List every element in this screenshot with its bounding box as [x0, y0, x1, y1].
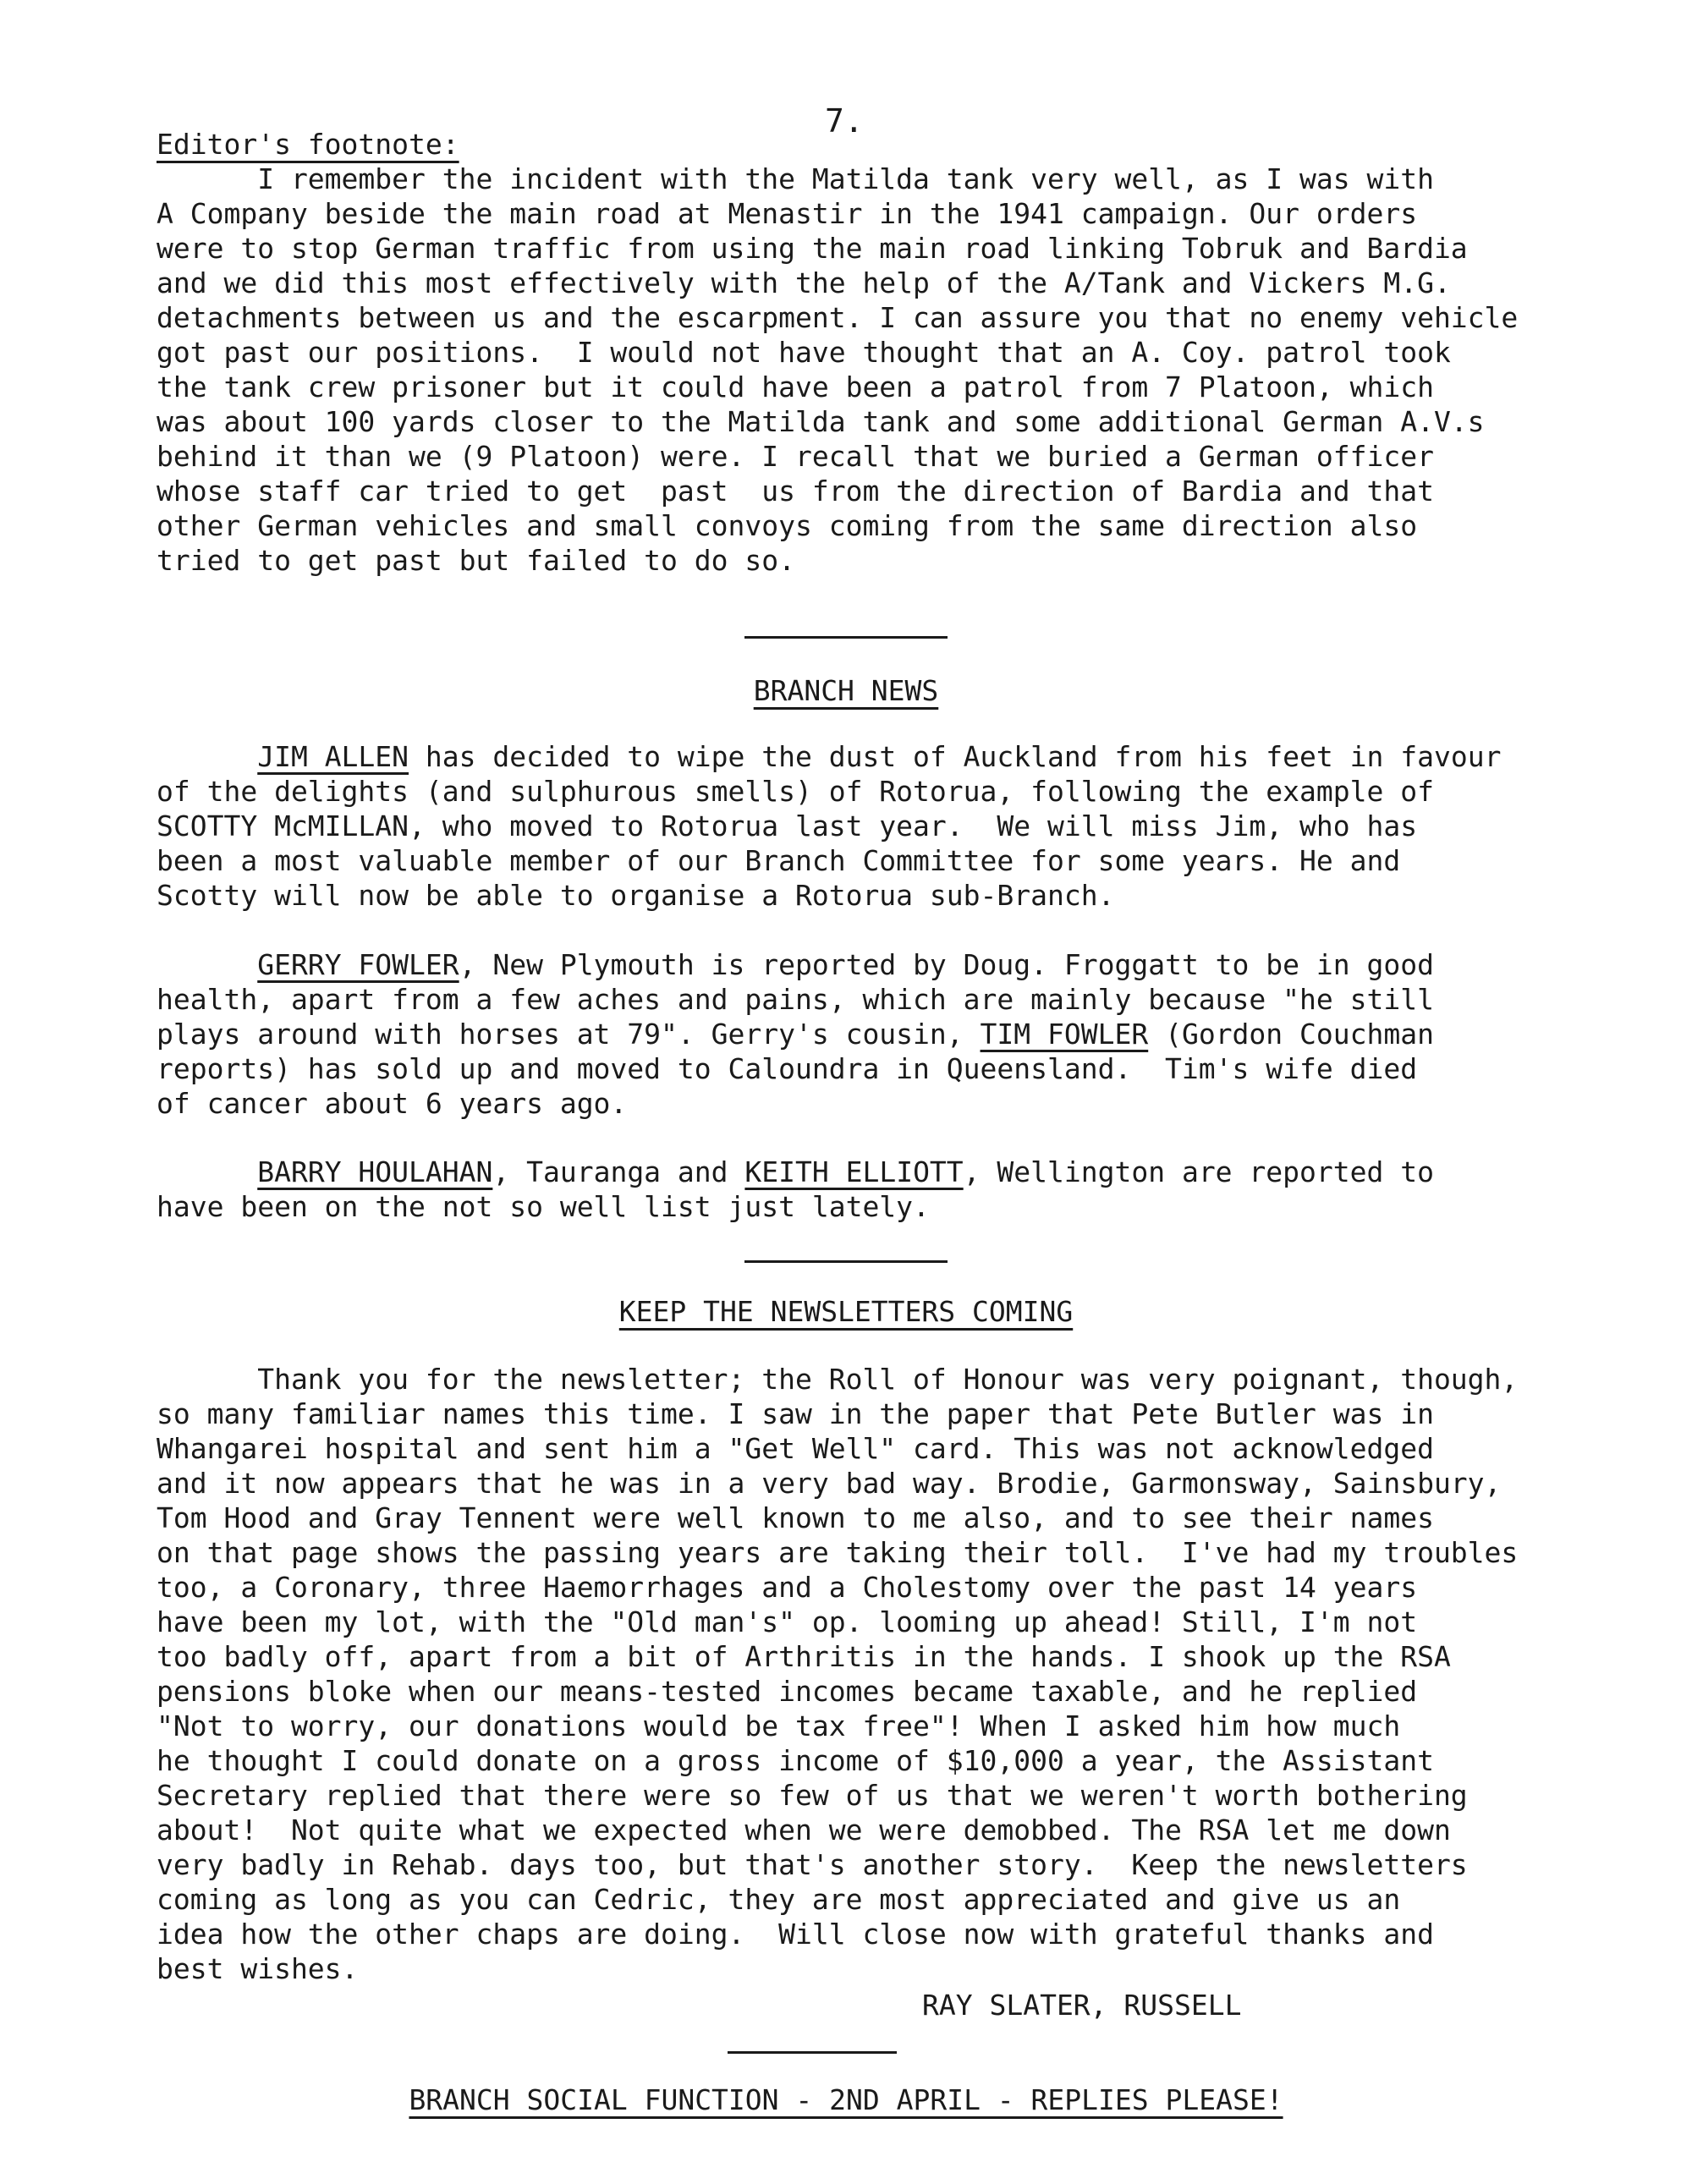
- member-name: KEITH ELLIOTT: [744, 1155, 964, 1188]
- branch-news-para-1: JIM ALLEN has decided to wipe the dust of Auckland from his feet in favour of the delights (and sulphurous smells) of Rotorua, following the example of SCOTTY McMILLAN, who moved to Rotorua last year. We will miss Jim, who has been a most valuable member of our Branch Committee for some years. He and Scotty will now be able to organise a Rotorua sub-Branch.: [157, 739, 1578, 913]
- letter-line: he thought I could donate on a gross income of $10,000 a year, the Assistant: [157, 1744, 1434, 1777]
- editors-footnote: [157, 127, 1578, 578]
- footnote-body: [157, 162, 1578, 578]
- letter-line: coming as long as you can Cedric, they are most appreciated and give us an: [157, 1883, 1401, 1916]
- letter-line: too badly off, apart from a bit of Arthritis in the hands. I shook up the RSA: [157, 1640, 1451, 1673]
- branch-news-para-2: GERRY FOWLER, New Plymouth is reported by Doug. Froggatt to be in good health, apart from a few aches and pains, which are mainly because "he still plays around with horses at 79". Gerry's cousin, TIM FOWLER (Gordon Couchman reports) has sold up and moved to Caloundra in Queensland. Tim's wife died of cancer about 6 years ago.: [157, 947, 1578, 1121]
- member-name: TIM FOWLER: [980, 1018, 1149, 1051]
- letter-line: Tom Hood and Gray Tennent were well known to me also, and to see their names: [157, 1501, 1434, 1534]
- news-line: health, apart from a few aches and pains, which are mainly because "he still: [157, 983, 1434, 1016]
- letter-line: on that page shows the passing years are taking their toll. I've had my troubles: [157, 1536, 1519, 1569]
- footnote-line: behind it than we (9 Platoon) were. I recall that we buried a German officer: [157, 440, 1434, 473]
- letter-line: too, a Coronary, three Haemorrhages and a Cholestomy over the past 14 years: [157, 1571, 1418, 1604]
- branch-news-para-3: BARRY HOULAHAN, Tauranga and KEITH ELLIOTT, Wellington are reported to have been on the not so well list just lately.: [157, 1155, 1578, 1224]
- letter-line: best wishes.: [157, 1952, 359, 1985]
- letter-line: Secretary replied that there were so few of us that we weren't worth bothering: [157, 1779, 1468, 1812]
- section-divider: [744, 1260, 948, 1263]
- member-name: BARRY HOULAHAN: [257, 1155, 493, 1188]
- newsletters-heading: KEEP THE NEWSLETTERS COMING: [618, 1295, 1074, 1328]
- social-function-notice: BRANCH SOCIAL FUNCTION - 2ND APRIL - REPLIES PLEASE!: [409, 2083, 1283, 2116]
- footnote-line: A Company beside the main road at Menastir in the 1941 campaign. Our orders: [157, 197, 1418, 230]
- news-line: of cancer about 6 years ago.: [157, 1087, 628, 1120]
- news-line: reports) has sold up and moved to Caloundra in Queensland. Tim's wife died: [157, 1052, 1418, 1085]
- member-name: JIM ALLEN: [257, 740, 409, 773]
- news-line: SCOTTY McMILLAN, who moved to Rotorua last year. We will miss Jim, who has: [157, 809, 1418, 842]
- letter-line: idea how the other chaps are doing. Will close now with grateful thanks and: [157, 1918, 1434, 1951]
- letter-line: and it now appears that he was in a very bad way. Brodie, Garmonsway, Sainsbury,: [157, 1467, 1502, 1500]
- letter-line: Thank you for the newsletter; the Roll of Honour was very poignant, though,: [157, 1363, 1519, 1396]
- footnote-line: got past our positions. I would not have thought that an A. Coy. patrol took: [157, 336, 1451, 369]
- letter-signature: RAY SLATER, RUSSELL: [922, 1989, 1242, 2022]
- letter-line: "Not to worry, our donations would be tax free"! When I asked him how much: [157, 1709, 1401, 1742]
- letter-line: pensions bloke when our means-tested incomes became taxable, and he replied: [157, 1675, 1418, 1708]
- footnote-line: was about 100 yards closer to the Matilda tank and some additional German A.V.s: [157, 405, 1485, 438]
- branch-news-heading: BRANCH NEWS: [753, 674, 939, 707]
- member-name: GERRY FOWLER: [257, 948, 459, 981]
- footnote-line: other German vehicles and small convoys coming from the same direction also: [157, 509, 1418, 542]
- footnote-heading: Editor's footnote:: [157, 128, 459, 161]
- footnote-line: the tank crew prisoner but it could have been a patrol from 7 Platoon, which: [157, 370, 1434, 403]
- footnote-line: detachments between us and the escarpment. I can assure you that no enemy vehicle: [157, 301, 1519, 334]
- news-line: of the delights (and sulphurous smells) of Rotorua, following the example of: [157, 775, 1434, 808]
- footnote-line: tried to get past but failed to do so.: [157, 544, 795, 577]
- footnote-line: were to stop German traffic from using the main road linking Tobruk and Bardia: [157, 232, 1468, 265]
- letter-line: have been my lot, with the "Old man's" op. looming up ahead! Still, I'm not: [157, 1605, 1418, 1638]
- section-divider: [744, 636, 948, 639]
- newsletters-letter: [157, 1362, 1578, 1986]
- footnote-line: whose staff car tried to get past us from the direction of Bardia and that: [157, 475, 1434, 508]
- footnote-line: and we did this most effectively with the help of the A/Tank and Vickers M.G.: [157, 266, 1451, 299]
- news-line: been a most valuable member of our Branch Committee for some years. He and: [157, 844, 1401, 877]
- letter-line: Whangarei hospital and sent him a "Get Well" card. This was not acknowledged: [157, 1432, 1434, 1465]
- letter-line: very badly in Rehab. days too, but that's another story. Keep the newsletters: [157, 1848, 1468, 1881]
- section-divider: [728, 2051, 897, 2054]
- letter-line: so many familiar names this time. I saw in the paper that Pete Butler was in: [157, 1397, 1434, 1430]
- news-line: have been on the not so well list just lately.: [157, 1190, 930, 1223]
- news-line: Scotty will now be able to organise a Rotorua sub-Branch.: [157, 879, 1115, 912]
- page-number: 7.: [825, 102, 864, 140]
- footnote-line: I remember the incident with the Matilda tank very well, as I was with: [157, 162, 1434, 195]
- letter-line: about! Not quite what we expected when we were demobbed. The RSA let me down: [157, 1814, 1451, 1847]
